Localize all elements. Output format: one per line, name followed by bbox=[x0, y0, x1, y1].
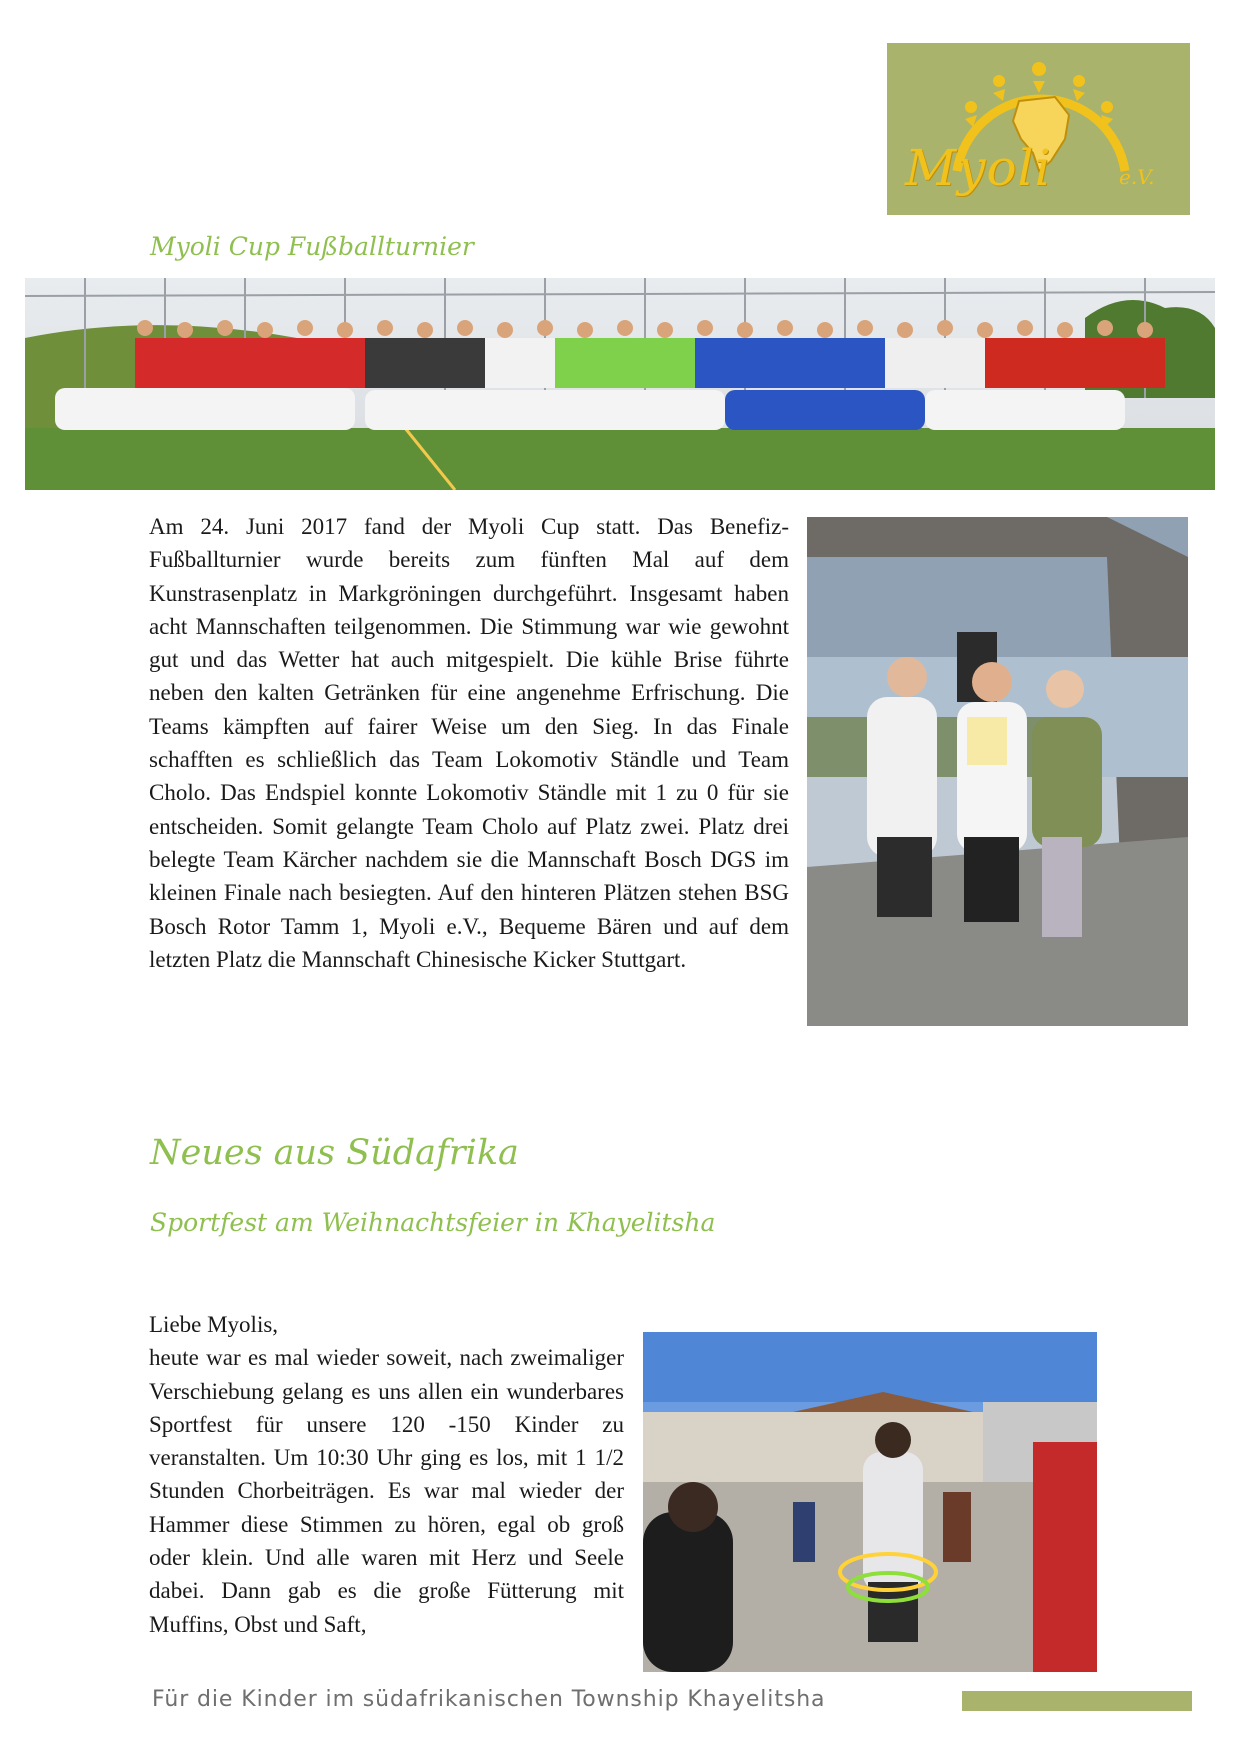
logo-wordmark: Myoli bbox=[905, 139, 1052, 197]
award-ceremony-photo bbox=[807, 517, 1188, 1026]
cup-report-text: Am 24. Juni 2017 fand der Myoli Cup statt. Das Benefiz-Fußballturnier wurde bereits zum fünften Mal auf dem Kunstrasenplatz in Markgröningen durchgeführt. Insgesamt haben acht Mannschaften teilgenommen. Die Stimmung war wie gewohnt gut und das Wetter hat auch mitgespielt. Die kühle Brise führte neben den kalten Getränken für eine angenehme Erfrischung. Die Teams kämpften auf fairer Weise um den Sieg. In das Finale schafften es schließlich das Team Lokomotiv Ständle und Team Cholo. Das Endspiel konnte Lokomotiv Ständle mit 1 zu 0 für sie entscheiden. Somit gelangte Team Cholo auf Platz zwei. Platz drei belegte Team Kärcher nachdem sie die Mannschaft Bosch DGS im kleinen Finale nach besiegten. Auf den hinteren Plätzen stehen BSG Bosch Rotor Tamm 1, Myoli e.V., Bequeme Bären und auf dem letzten Platz die Mannschaft Chinesische Kicker Stuttgart. bbox=[149, 514, 789, 972]
section-subtitle-sportfest: Sportfest am Weihnachtsfeier in Khayelitsha bbox=[150, 1208, 716, 1237]
sportfest-kids-photo bbox=[643, 1332, 1097, 1672]
logo-suffix: e.V. bbox=[1119, 165, 1155, 189]
section-title-cup: Myoli Cup Fußballturnier bbox=[150, 232, 474, 261]
sportfest-body: heute war es mal wieder soweit, nach zweimaliger Verschiebung gelang es uns allen ein wunderbares Sportfest für unsere 120 -150 Kinder zu veranstalten. Um 10:30 Uhr ging es los, mit 1 1/2 Stunden Chorbeiträgen. Es war mal wieder der Hammer diese Stimmen zu hören, egal ob groß oder klein. Und alle waren mit Herz und Seele dabei. Dann gab es die große Fütterung mit Muffins, Obst und Saft, bbox=[149, 1345, 624, 1637]
footer-accent-bar bbox=[962, 1691, 1192, 1711]
team-group-photo bbox=[25, 278, 1215, 490]
myoli-logo bbox=[887, 43, 1190, 215]
sportfest-report-text bbox=[149, 1308, 624, 1641]
section-title-news: Neues aus Südafrika bbox=[150, 1133, 519, 1173]
footer-tagline: Für die Kinder im südafrikanischen Township Khayelitsha bbox=[152, 1687, 826, 1712]
greeting-line: Liebe Myolis, bbox=[149, 1312, 279, 1337]
